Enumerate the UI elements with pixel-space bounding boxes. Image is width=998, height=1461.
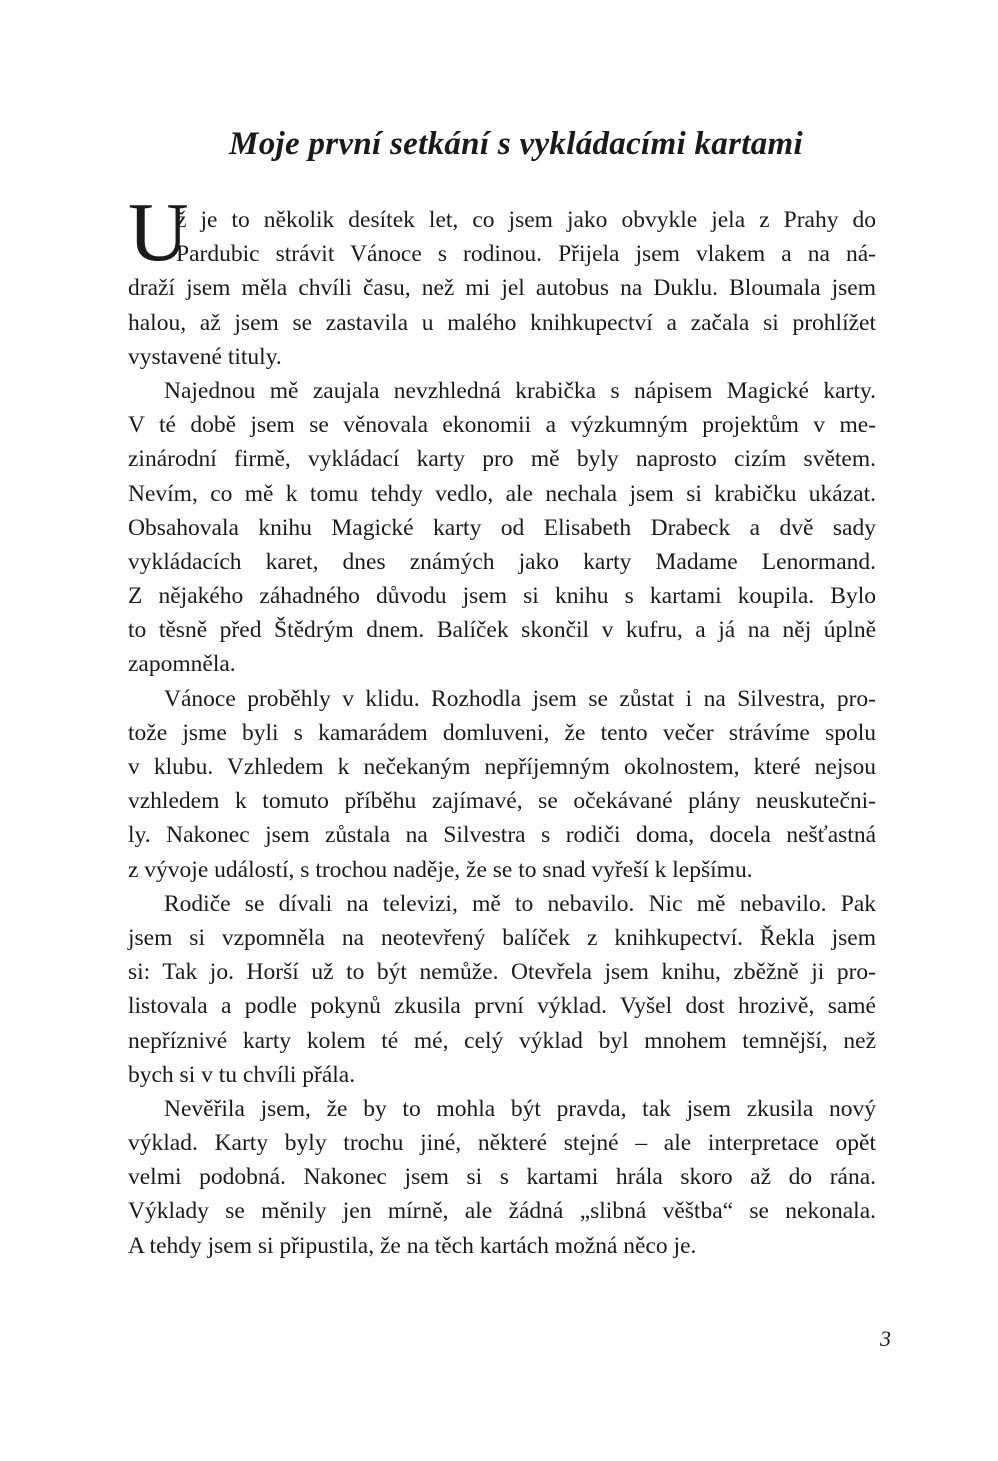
paragraph-1: [128, 186, 876, 374]
text-line: ly. Nakonec jsem zůstala na Silvestra s rodiči doma, docela nešťastná: [128, 822, 876, 849]
text-line: vzhledem k tomuto příběhu zajímavé, se očekávané plány neuskutečni-: [128, 788, 876, 815]
text-line: tože jsme byli s kamarádem domluveni, že tento večer strávíme spolu: [128, 719, 876, 746]
drop-cap: U: [128, 186, 189, 279]
text-line: V té době jsem se věnovala ekonomii a výzkumným projektům v me-: [128, 412, 876, 439]
text-line: zinárodní firmě, vykládací karty pro mě byly naprosto cizím světem.: [128, 446, 876, 473]
text-line: vystavené tituly.: [128, 343, 282, 370]
text-line: to těsně před Štědrým dnem. Balíček skončil v kufru, a já na něj úplně: [128, 617, 876, 644]
text-line: Rodiče se dívali na televizi, mě to nebavilo. Nic mě nebavilo. Pak: [164, 890, 876, 917]
text-line: A tehdy jsem si připustila, že na těch kartách možná něco je.: [128, 1232, 697, 1259]
text-line: v klubu. Vzhledem k nečekaným nepříjemným okolnostem, které nejsou: [128, 754, 876, 780]
text-line: Vánoce proběhly v klidu. Rozhodla jsem se zůstat i na Silvestra, pro-: [164, 685, 876, 712]
text-line: Obsahovala knihu Magické karty od Elisabeth Drabeck a dvě sady: [128, 514, 876, 541]
text-line: ž je to několik desítek let, co jsem jako obvykle jela z Prahy do: [176, 207, 876, 233]
paragraph-4: [128, 887, 876, 1092]
text-line: zapomněla.: [128, 651, 236, 678]
paragraph-2: [128, 374, 876, 682]
text-line: Nevěřila jsem, že by to mohla být pravda, tak jsem zkusila nový: [164, 1095, 876, 1122]
paragraph-5: [128, 1092, 876, 1263]
paragraph-3: [128, 682, 876, 887]
text-line: nepříznivé karty kolem té mé, celý výklad byl mnohem temnější, než: [128, 1027, 876, 1054]
text-line: jsem si vzpomněla na neotevřený balíček z knihkupectví. Řekla jsem: [128, 924, 876, 951]
text-line: Nevím, co mě k tomu tehdy vedlo, ale nechala jsem si krabičku ukázat.: [128, 480, 876, 507]
text-line: listovala a podle pokynů zkusila první výklad. Vyšel dost hrozivě, samé: [128, 993, 876, 1020]
page-number: 3: [880, 1326, 891, 1351]
text-line: halou, až jsem se zastavila u malého knihkupectví a začala si prohlížet: [128, 309, 876, 336]
text-line: Z nějakého záhadného důvodu jsem si knihu s kartami koupila. Bylo: [128, 583, 876, 610]
text-line: výklad. Karty byly trochu jiné, některé stejné – ale interpretace opět: [128, 1130, 876, 1157]
text-line: draží jsem měla chvíli času, než mi jel autobus na Duklu. Bloumala jsem: [128, 275, 876, 302]
text-line: vykládacích karet, dnes známých jako karty Madame Lenormand.: [128, 548, 876, 575]
text-line: Výklady se měnily jen mírně, ale žádná „slibná věštba“ se nekonala.: [128, 1198, 876, 1225]
page-body: [128, 126, 876, 1263]
text-line: Najednou mě zaujala nevzhledná krabička s nápisem Magické karty.: [164, 377, 876, 404]
text-line: si: Tak jo. Horší už to být nemůže. Otevřela jsem knihu, zběžně ji pro-: [128, 959, 876, 986]
text-line: velmi podobná. Nakonec jsem si s kartami hrála skoro až do rána.: [128, 1164, 876, 1191]
text-line: z vývoje událostí, s trochou naděje, že se to snad vyřeší k lepšímu.: [128, 856, 753, 883]
chapter-title: Moje první setkání s vykládacími kartami: [229, 126, 803, 162]
text-line: bych si v tu chvíli přála.: [128, 1061, 356, 1088]
text-line: Pardubic strávit Vánoce s rodinou. Přijela jsem vlakem a na ná-: [176, 241, 876, 268]
